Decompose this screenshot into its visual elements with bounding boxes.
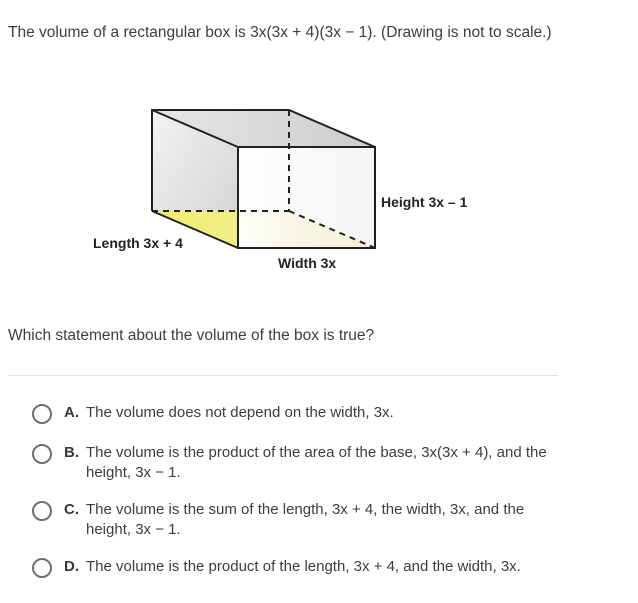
choice-text: The volume is the product of the area of the base, 3x(3x + 4), and the height, 3x − 1.: [86, 444, 547, 481]
choice-d[interactable]: [32, 557, 572, 578]
box-figure: [0, 0, 638, 300]
choice-letter: C.: [64, 501, 79, 518]
height-label: Height 3x – 1: [381, 194, 468, 210]
choice-text: The volume is the product of the length, 3x + 4, and the width, 3x.: [86, 558, 521, 575]
choice-text: The volume is the sum of the length, 3x + 4, the width, 3x, and the height, 3x − 1.: [86, 501, 525, 538]
radio-button-b[interactable]: [32, 444, 52, 464]
choice-a[interactable]: [32, 403, 572, 424]
choice-c[interactable]: [32, 500, 572, 540]
divider: [8, 375, 558, 376]
choice-b[interactable]: [32, 443, 572, 483]
choice-letter: B.: [64, 444, 79, 461]
prompt-text: Which statement about the volume of the box is true?: [8, 327, 375, 344]
radio-button-d[interactable]: [32, 558, 52, 578]
choice-text: The volume does not depend on the width, 3x.: [86, 404, 394, 421]
length-label: Length 3x + 4: [93, 235, 183, 251]
choice-letter: D.: [64, 558, 79, 575]
radio-button-c[interactable]: [32, 501, 52, 521]
question-text: The volume of a rectangular box is 3x(3x + 4)(3x − 1). (Drawing is not to scale.): [8, 24, 552, 41]
box-front-face: [238, 147, 375, 248]
width-label: Width 3x: [278, 255, 337, 271]
choice-letter: A.: [64, 404, 79, 421]
radio-button-a[interactable]: [32, 404, 52, 424]
